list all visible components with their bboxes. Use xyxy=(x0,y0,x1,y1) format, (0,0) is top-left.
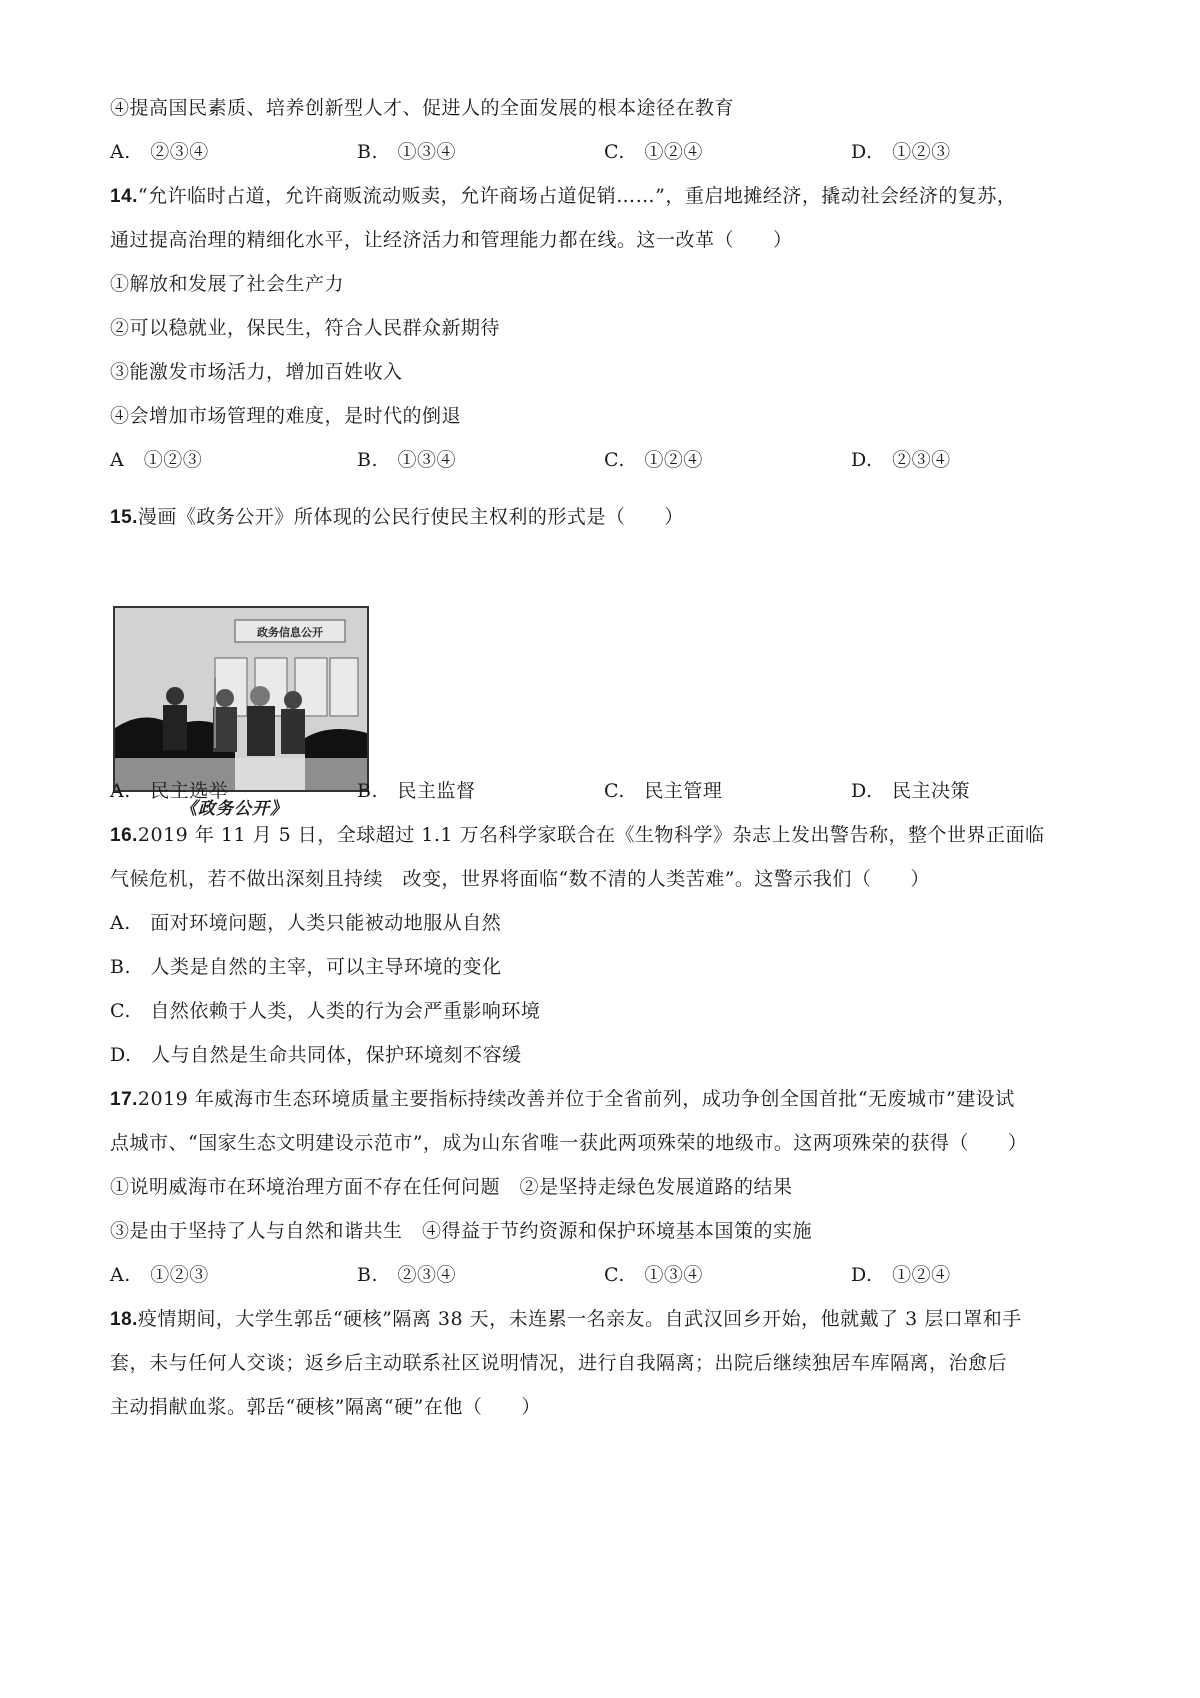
q14-options xyxy=(110,447,1110,473)
q15-option-c: C. 民主管理 xyxy=(604,780,723,802)
q15-stem-text: 漫画《政务公开》所体现的公民行使民主权利的形式是（ ） xyxy=(137,506,684,528)
cartoon-image xyxy=(113,606,369,792)
q15-option-d: D. 民主决策 xyxy=(851,780,971,802)
q14-stem-text-1: “允许临时占道，允许商贩流动贩卖，允许商场占道促销……”，重启地摊经济，撬动社会经济的复苏， xyxy=(137,185,1017,207)
q13-item-4: ④提高国民素质、培养创新型人才、促进人的全面发展的根本途径在教育 xyxy=(110,97,735,119)
q14-item-2: ②可以稳就业，保民生，符合人民群众新期待 xyxy=(110,317,501,339)
q16-option-a: A. 面对环境问题，人类只能被动地服从自然 xyxy=(110,912,502,934)
q18-stem-text-1: 疫情期间，大学生郭岳“硬核”隔离 38 天，未连累一名亲友。自武汉回乡开始，他就戴了 3 层口罩和手 xyxy=(137,1308,1022,1330)
q14-item-4: ④会增加市场管理的难度，是时代的倒退 xyxy=(110,405,462,427)
q14-item-1: ①解放和发展了社会生产力 xyxy=(110,273,345,295)
cartoon-caption: 《政务公开》 xyxy=(180,799,288,819)
q18-stem-line-1 xyxy=(110,1306,1022,1333)
q17-stem-text-1: 2019 年威海市生态环境质量主要指标持续改善并位于全省前列，成功争创全国首批“无废城市”建设试 xyxy=(137,1088,1015,1110)
q14-option-a: A ①②③ xyxy=(110,449,203,471)
q15-option-b: B. 民主监督 xyxy=(357,780,476,802)
q13-option-c: C. ①②④ xyxy=(604,141,703,163)
q16-stem-line-1 xyxy=(110,822,1045,849)
q13-option-d: D. ①②③ xyxy=(851,141,951,163)
q16-number: 16. xyxy=(110,825,138,846)
q13-option-a: A. ②③④ xyxy=(110,141,209,163)
q14-option-b: B. ①③④ xyxy=(357,449,457,471)
q15-number: 15. xyxy=(110,507,138,528)
q16-option-b: B. 人类是自然的主宰，可以主导环境的变化 xyxy=(110,956,502,978)
q14-option-c: C. ①②④ xyxy=(604,449,703,471)
q14-stem-line-2: 通过提高治理的精细化水平，让经济活力和管理能力都在线。这一改革（ ） xyxy=(110,229,793,251)
q16-option-c: C. 自然依赖于人类，人类的行为会严重影响环境 xyxy=(110,1000,541,1022)
q15-options xyxy=(110,778,1110,804)
q18-number: 18. xyxy=(110,1309,138,1330)
q16-stem-line-2: 气候危机，若不做出深刻且持续 改变，世界将面临“数不清的人类苦难”。这警示我们（ ） xyxy=(110,868,930,890)
q17-number: 17. xyxy=(110,1089,138,1110)
q14-number: 14. xyxy=(110,186,138,207)
cartoon-drawing xyxy=(115,608,367,790)
q17-option-d: D. ①②④ xyxy=(851,1264,951,1286)
q17-items-line-2: ③是由于坚持了人与自然和谐共生 ④得益于节约资源和保护环境基本国策的实施 xyxy=(110,1220,813,1242)
q17-option-a: A. ①②③ xyxy=(110,1264,209,1286)
q14-stem-line-1 xyxy=(110,183,1016,210)
q17-items-line-1: ①说明威海市在环境治理方面不存在任何问题 ②是坚持走绿色发展道路的结果 xyxy=(110,1176,793,1198)
q13-options xyxy=(110,139,1110,165)
q14-option-d: D. ②③④ xyxy=(851,449,951,471)
q16-stem-text-1: 2019 年 11 月 5 日，全球超过 1.1 万名科学家联合在《生物科学》杂志上发出警告称，整个世界正面临 xyxy=(137,824,1045,846)
q17-stem-line-1 xyxy=(110,1086,1015,1113)
q18-stem-line-3: 主动捐献血浆。郭岳“硬核”隔离“硬”在他（ ） xyxy=(110,1396,541,1418)
q17-option-b: B. ②③④ xyxy=(357,1264,457,1286)
q17-option-c: C. ①③④ xyxy=(604,1264,703,1286)
cartoon-sign-text: 政务信息公开 xyxy=(257,626,323,639)
q18-stem-line-2: 套，未与任何人交谈；返乡后主动联系社区说明情况，进行自我隔离；出院后继续独居车库隔离，治愈后 xyxy=(110,1352,1008,1374)
q16-option-d: D. 人与自然是生命共同体，保护环境刻不容缓 xyxy=(110,1044,522,1066)
q14-item-3: ③能激发市场活力，增加百姓收入 xyxy=(110,361,403,383)
q13-option-b: B. ①③④ xyxy=(357,141,457,163)
q17-options xyxy=(110,1262,1110,1288)
q15-option-a: A. 民主选举 xyxy=(110,780,229,802)
q17-stem-line-2: 点城市、“国家生态文明建设示范市”，成为山东省唯一获此两项殊荣的地级市。这两项殊荣的获得（ ） xyxy=(110,1132,1028,1154)
q15-stem xyxy=(110,504,684,531)
